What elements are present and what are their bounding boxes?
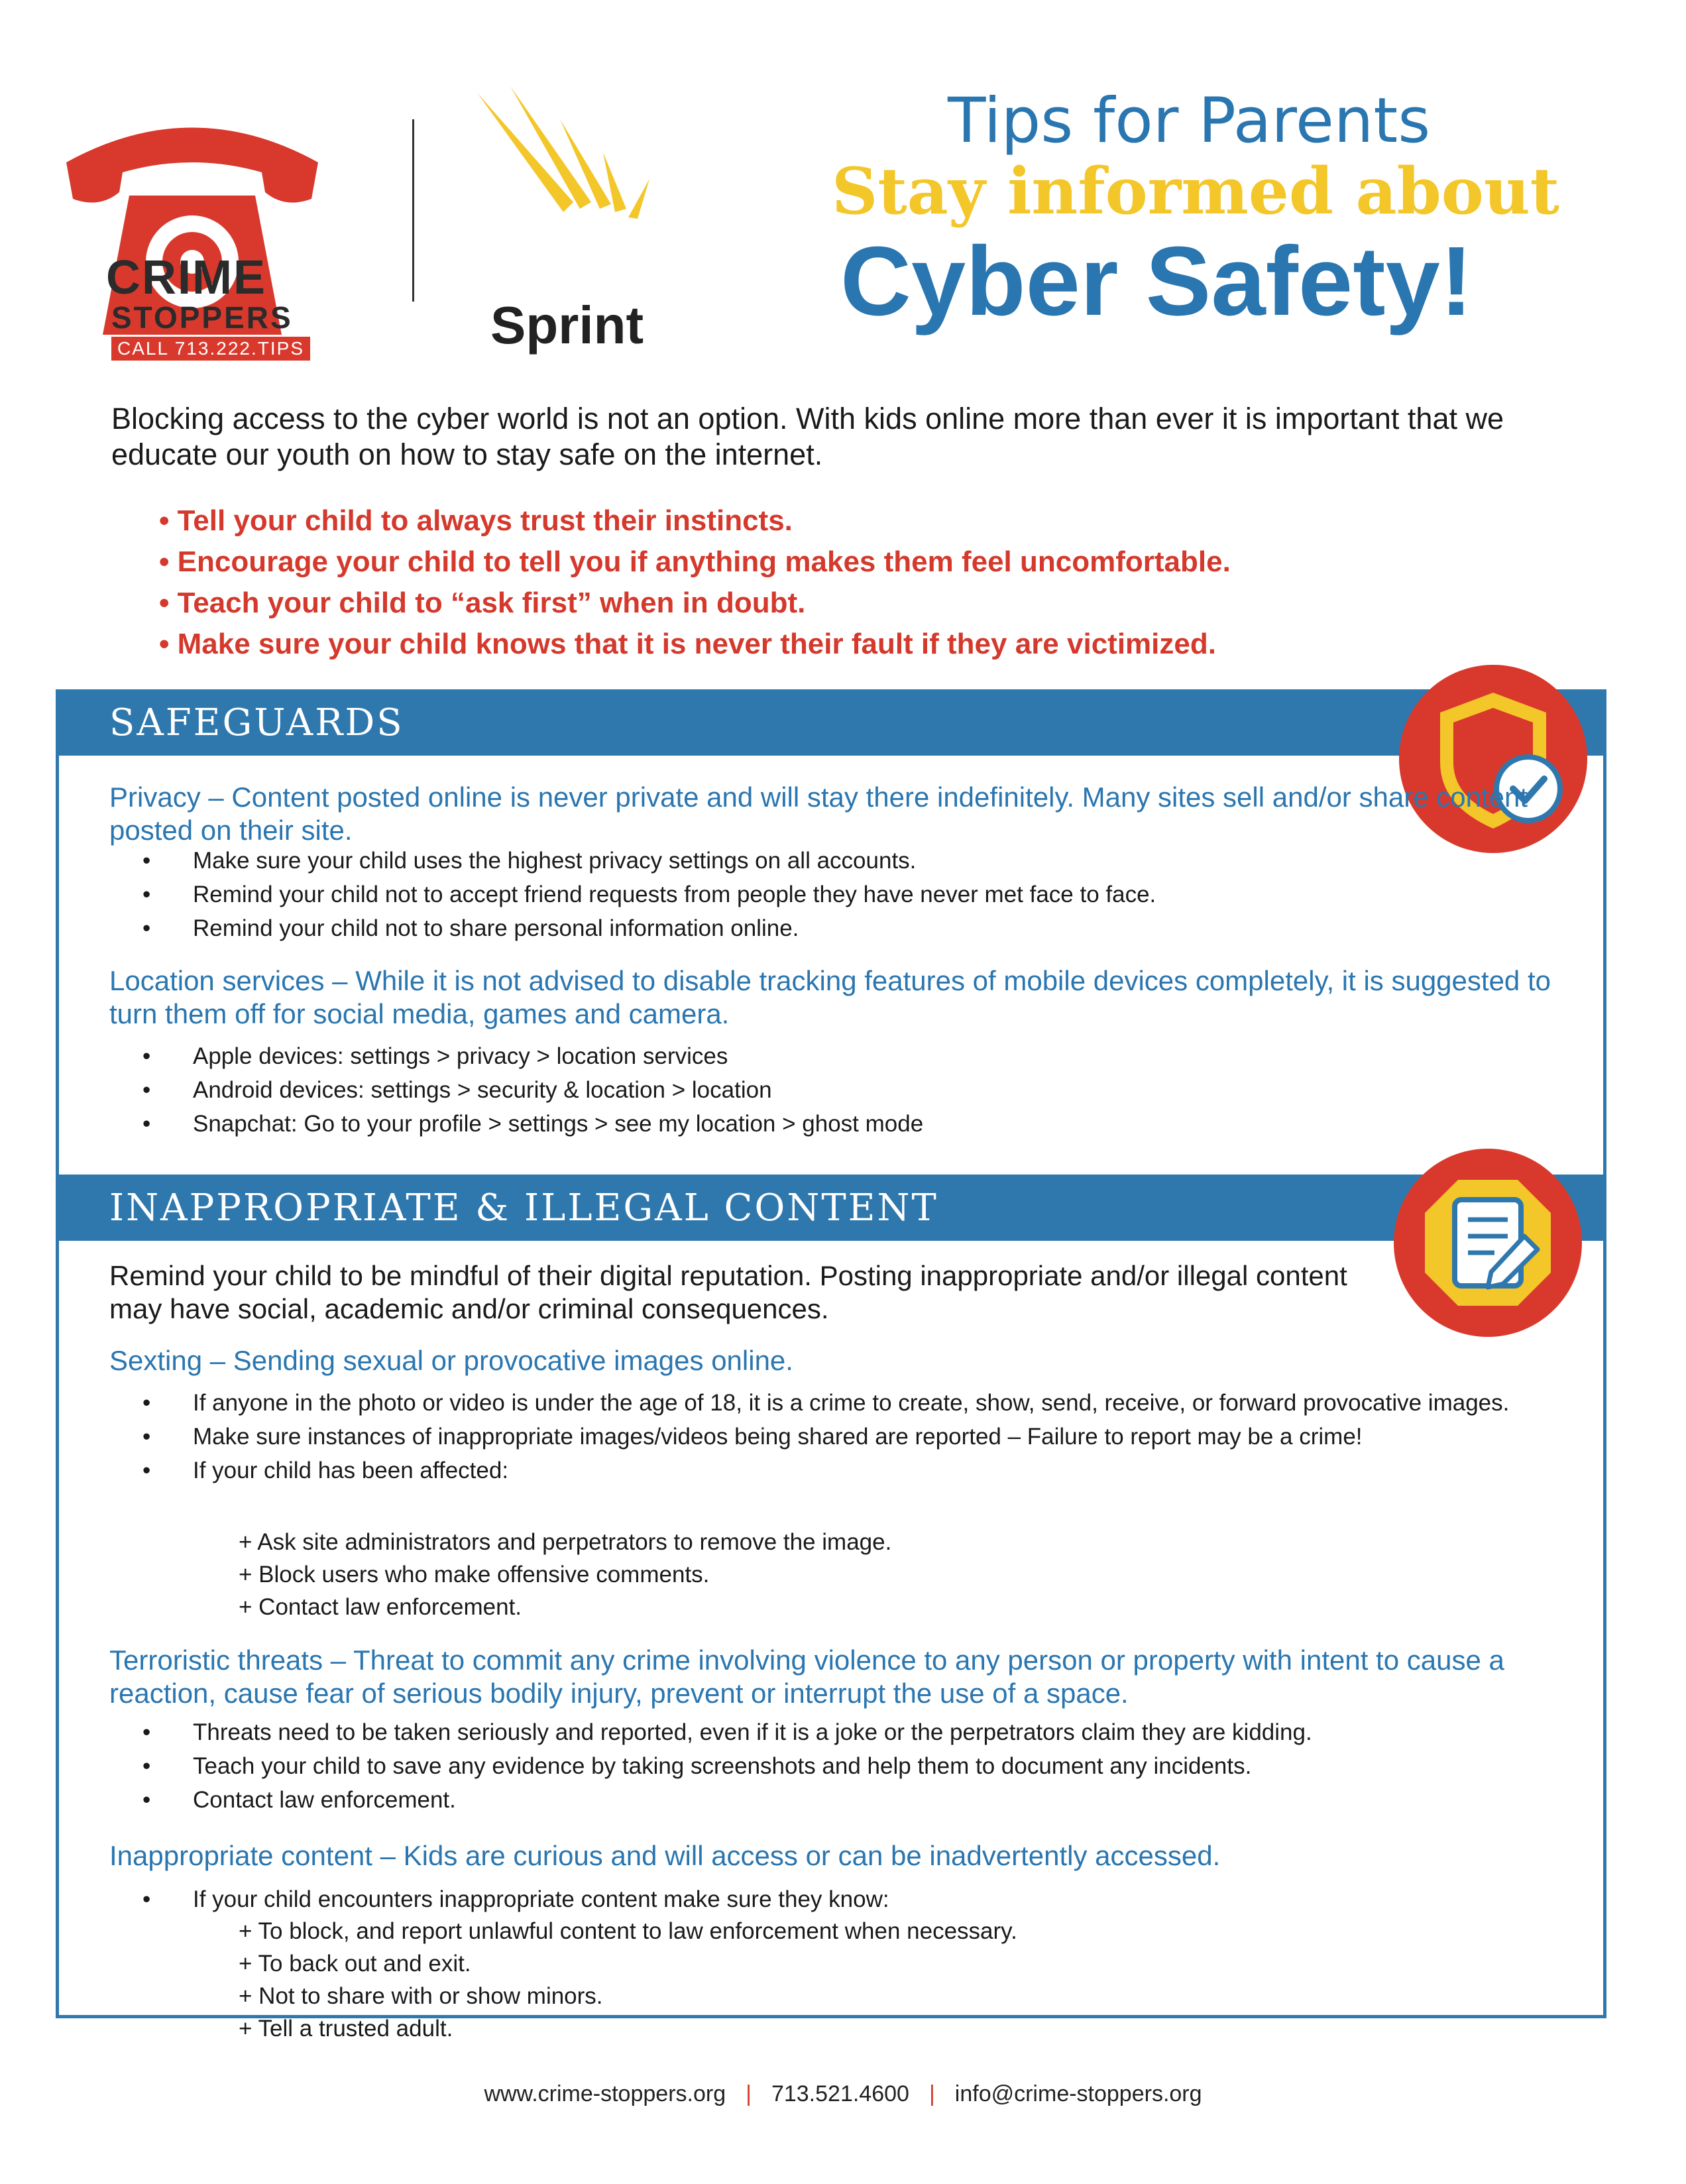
list-item: • Remind your child not to accept friend requests from people they have never met face to face. bbox=[109, 878, 1567, 911]
list-item: + Contact law enforcement. bbox=[239, 1594, 522, 1620]
footer-website[interactable]: www.crime-stoppers.org bbox=[484, 2081, 726, 2106]
list-item: + To back out and exit. bbox=[239, 1951, 471, 1977]
document-edit-icon bbox=[1392, 1147, 1584, 1339]
list-item: • If anyone in the photo or video is under the age of 18, it is a crime to create, show, send, receive, or forward provocative images. bbox=[109, 1386, 1581, 1420]
page-kicker: Tips for Parents bbox=[948, 85, 1431, 157]
page-subtitle: Stay informed about bbox=[832, 154, 1559, 229]
list-item: + Tell a trusted adult. bbox=[239, 2016, 453, 2041]
list-item: • Threats need to be taken seriously and reported, even if it is a joke or the perpetrators claim they are kidding. bbox=[109, 1715, 1581, 1749]
list-item: • Teach your child to “ask first” when in doubt. bbox=[159, 583, 1231, 624]
inappropriate-heading: INAPPROPRIATE & ILLEGAL CONTENT bbox=[109, 1186, 938, 1230]
crime-stoppers-title: CRIME bbox=[106, 251, 266, 304]
footer-contact bbox=[0, 2081, 1686, 2107]
list-item: + To block, and report unlawful content to law enforcement when necessary. bbox=[239, 1918, 1017, 1944]
list-item: • Snapchat: Go to your profile > settings > see my location > ghost mode bbox=[109, 1107, 1567, 1141]
crime-stoppers-phone: CALL 713.222.TIPS bbox=[111, 337, 310, 361]
list-item: • If your child has been affected: bbox=[109, 1454, 1581, 1487]
inappropriate-content-list bbox=[109, 1882, 1581, 1916]
page-title: Cyber Safety! bbox=[840, 227, 1473, 336]
list-item: • Make sure your child knows that it is never their fault if they are victimized. bbox=[159, 624, 1231, 665]
sprint-logo-icon bbox=[464, 80, 676, 292]
terroristic-threats-heading: Terroristic threats – Threat to commit any crime involving violence to any person or property with intent to cause a reaction, cause fear of serious bodily injury, prevent or interrupt the use of a space. bbox=[109, 1644, 1504, 1709]
intro-paragraph: Blocking access to the cyber world is not an option. With kids online more than ever it is important that we educate our youth on how to stay safe on the internet. bbox=[111, 402, 1504, 471]
list-item: • Apple devices: settings > privacy > location services bbox=[109, 1039, 1567, 1073]
sprint-wordmark: Sprint bbox=[490, 296, 644, 355]
list-item: • Tell your child to always trust their instincts. bbox=[159, 500, 1231, 542]
list-item: • Android devices: settings > security & location > location bbox=[109, 1073, 1567, 1107]
safeguards-heading: SAFEGUARDS bbox=[109, 701, 404, 744]
terroristic-threats-list bbox=[109, 1715, 1581, 1817]
footer-separator: | bbox=[746, 2081, 752, 2106]
key-tips-list bbox=[159, 500, 1231, 665]
list-item: • Encourage your child to tell you if anything makes them feel uncomfortable. bbox=[159, 542, 1231, 583]
crime-stoppers-subtitle: STOPPERS bbox=[111, 300, 293, 335]
footer-separator: | bbox=[928, 2081, 935, 2106]
reputation-paragraph: Remind your child to be mindful of their digital reputation. Posting inappropriate and/or illegal content may have social, academic and/or criminal consequences. bbox=[109, 1260, 1347, 1324]
list-item: + Not to share with or show minors. bbox=[239, 1983, 603, 2009]
footer-phone: 713.521.4600 bbox=[771, 2081, 909, 2106]
sexting-list bbox=[109, 1386, 1581, 1487]
list-item: • Contact law enforcement. bbox=[109, 1783, 1581, 1817]
privacy-heading: Privacy – Content posted online is never private and will stay there indefinitely. Many sites sell and/or share content posted on their site. bbox=[109, 781, 1528, 846]
privacy-list bbox=[109, 844, 1567, 945]
list-item: • Teach your child to save any evidence by taking screenshots and help them to document any incidents. bbox=[109, 1749, 1581, 1783]
location-services-list bbox=[109, 1039, 1567, 1141]
sexting-sub-list bbox=[109, 1526, 891, 1623]
list-item: • If your child encounters inappropriate content make sure they know: bbox=[109, 1882, 1581, 1916]
location-services-heading: Location services – While it is not advised to disable tracking features of mobile devices completely, it is suggested to turn them off for social media, games and camera. bbox=[109, 965, 1551, 1029]
logo-divider bbox=[412, 119, 414, 302]
list-item: + Block users who make offensive comments. bbox=[239, 1562, 710, 1587]
list-item: + Ask site administrators and perpetrators to remove the image. bbox=[239, 1529, 892, 1555]
inappropriate-content-sub-list bbox=[109, 1915, 1017, 2045]
list-item: • Remind your child not to share personal information online. bbox=[109, 911, 1567, 945]
list-item: • Make sure instances of inappropriate images/videos being shared are reported – Failure to report may be a crime! bbox=[109, 1420, 1581, 1454]
footer-email[interactable]: info@crime-stoppers.org bbox=[954, 2081, 1202, 2106]
sexting-heading: Sexting – Sending sexual or provocative images online. bbox=[109, 1345, 793, 1376]
inappropriate-content-heading: Inappropriate content – Kids are curious and will access or can be inadvertently accessed. bbox=[109, 1840, 1221, 1871]
list-item: • Make sure your child uses the highest privacy settings on all accounts. bbox=[109, 844, 1567, 878]
